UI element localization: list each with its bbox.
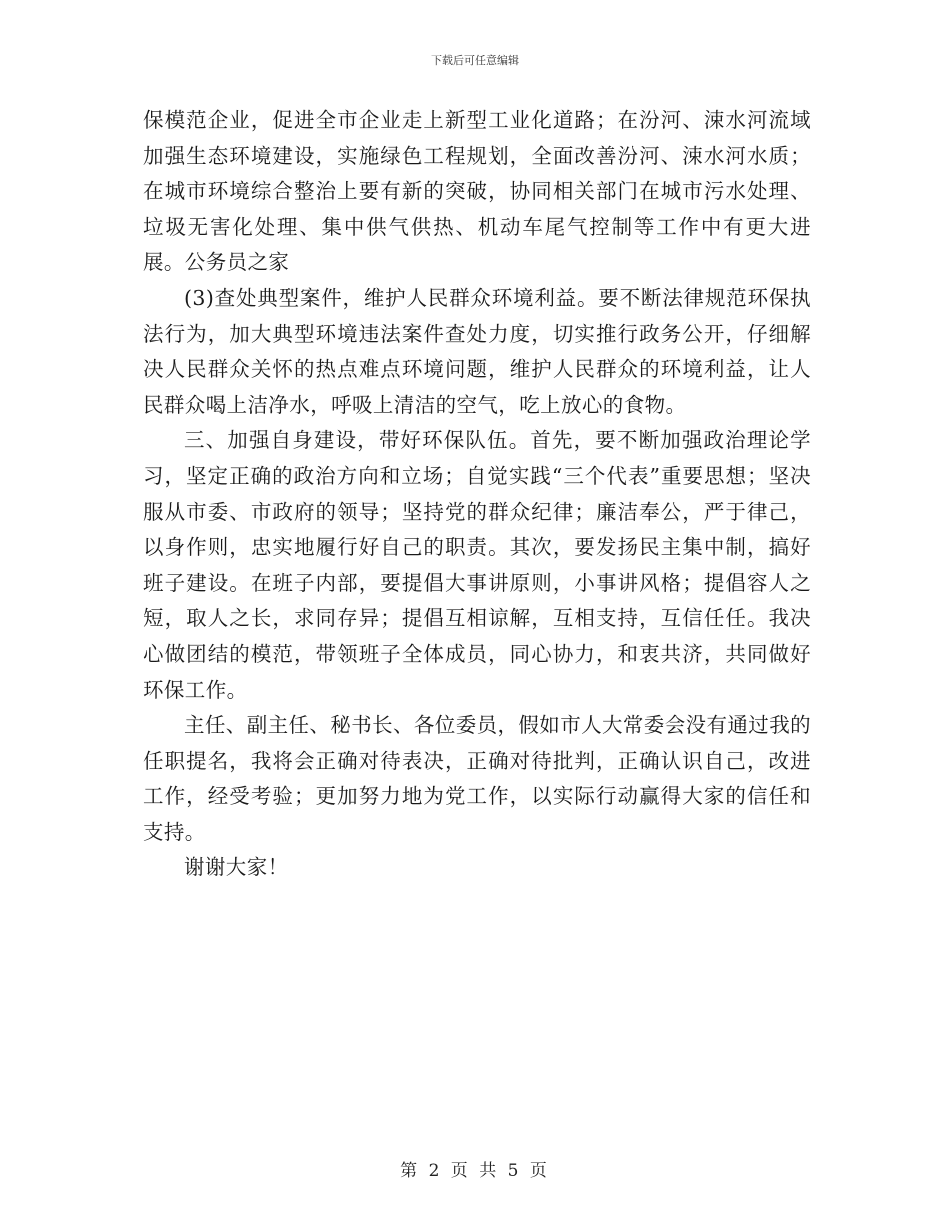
paragraph-continuation: 保模范企业，促进全市企业走上新型工业化道路；在汾河、涑水河流域加强生态环境建设，实施绿色工程规划，全面改善汾河、涑水河水质；在城市环境综合整治上要有新的突破，协同相关部门在城市污水处理、垃圾无害化处理、集中供气供热、机动车尾气控制等工作中有更大进展。公务员之家 <box>143 108 811 275</box>
paragraph-thanks: 谢谢大家！ <box>184 855 289 880</box>
page-number: 第 2 页 共 5 页 <box>400 1161 550 1181</box>
document-body <box>143 103 811 886</box>
paragraph-closing-statement: 主任、副主任、秘书长、各位委员，假如市人大常委会没有通过我的任职提名，我将会正确对待表决，正确对待批判，正确认识自己，改进工作，经受考验；更加努力地为党工作，以实际行动赢得大家的信任和支持。 <box>143 713 811 844</box>
page-header: 下载后可任意编辑 <box>431 54 519 67</box>
paragraph-case-handling: (3)查处典型案件，维护人民群众环境利益。要不断法律规范环保执法行为，加大典型环境违法案件查处力度，切实推行政务公开，仔细解决人民群众关怀的热点难点环境问题，维护人民群众的环境利益，让人民群众喝上洁净水，呼吸上清洁的空气，吃上放心的食物。 <box>143 285 811 417</box>
paragraph-self-building: 三、加强自身建设，带好环保队伍。首先，要不断加强政治理论学习，坚定正确的政治方向和立场；自觉实践“三个代表”重要思想；坚决服从市委、市政府的领导；坚持党的群众纪律；廉洁奉公，严于律己，以身作则，忠实地履行好自己的职责。其次，要发扬民主集中制，搞好班子建设。在班子内部，要提倡大事讲原则，小事讲风格；提倡容人之短，取人之长，求同存异；提倡互相谅解，互相支持，互信任任。我决心做团结的模范，带领班子全体成员，同心协力，和衷共济，共同做好环保工作。 <box>143 428 811 702</box>
